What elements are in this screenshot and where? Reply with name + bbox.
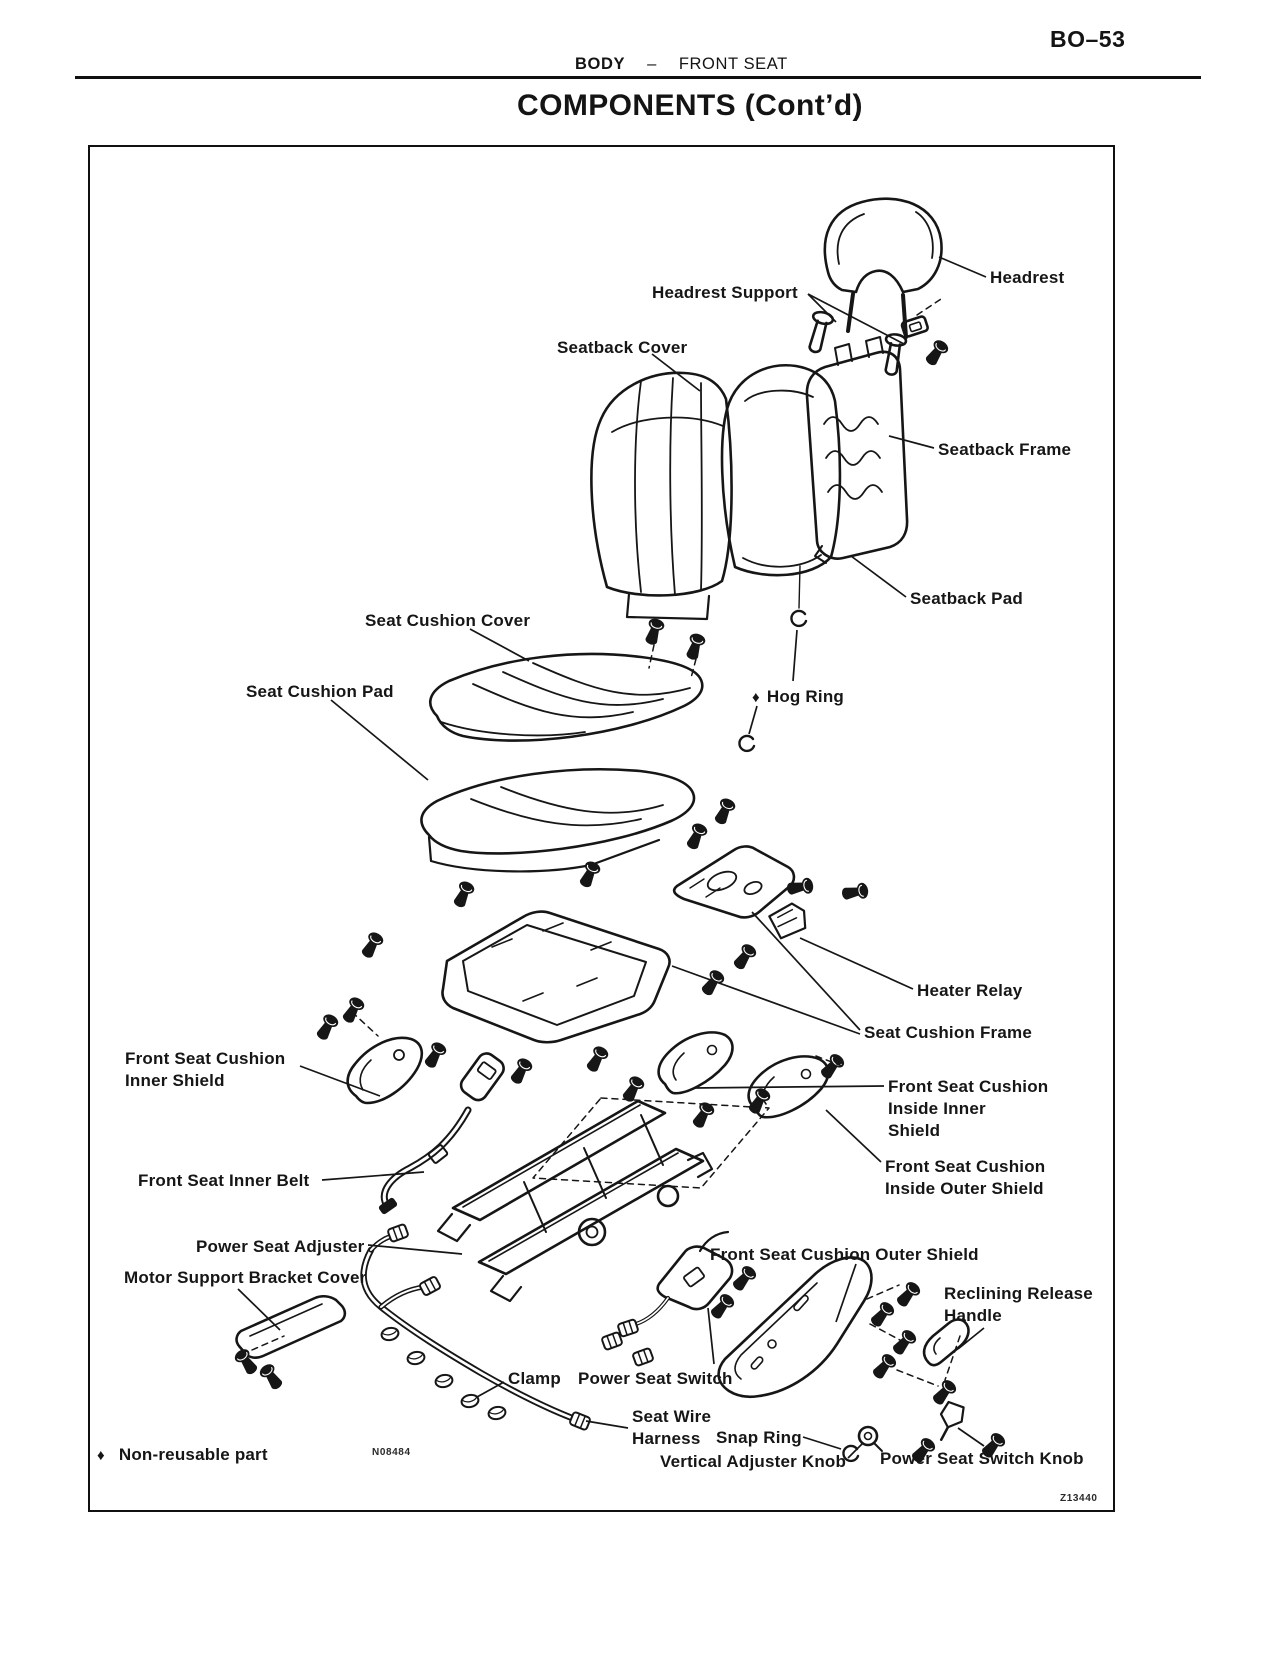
part-label-reclining-release-handle: Reclining Release Handle (944, 1284, 1093, 1325)
part-label-seatback-cover: Seatback Cover (557, 338, 688, 357)
part-label-clamp: Clamp (508, 1369, 561, 1388)
header-section: BODY (575, 55, 626, 73)
header-separator: – (647, 55, 657, 73)
part-label-snap-ring: Snap Ring (716, 1428, 802, 1447)
diamond-icon: ♦ (97, 1447, 105, 1464)
part-label-figure-code: N08484 (372, 1447, 411, 1458)
part-label-front-seat-cushion-inside-outer-shield: Front Seat Cushion Inside Outer Shield (885, 1157, 1046, 1198)
part-label-headrest-support: Headrest Support (652, 283, 798, 302)
part-label-seat-cushion-pad: Seat Cushion Pad (246, 682, 394, 701)
part-label-motor-support-bracket-cover: Motor Support Bracket Cover (124, 1268, 367, 1287)
part-label-headrest: Headrest (990, 268, 1065, 287)
part-label-seatback-pad: Seatback Pad (910, 589, 1023, 608)
part-label-seatback-frame: Seatback Frame (938, 440, 1072, 459)
part-label-vertical-adjuster-knob: Vertical Adjuster Knob (660, 1452, 847, 1471)
part-label-seat-cushion-frame: Seat Cushion Frame (864, 1023, 1032, 1042)
part-label-plate-code: Z13440 (1060, 1493, 1098, 1504)
part-label-hog-ring: ♦ Hog Ring (752, 687, 844, 706)
part-label-front-seat-cushion-inside-inner-shield: Front Seat Cushion Inside Inner Shield (888, 1077, 1049, 1140)
part-label-front-seat-inner-belt: Front Seat Inner Belt (138, 1171, 310, 1190)
page-title: COMPONENTS (Cont’d) (517, 89, 863, 122)
part-label-front-seat-cushion-outer-shield: Front Seat Cushion Outer Shield (710, 1245, 979, 1264)
part-label-seat-cushion-cover: Seat Cushion Cover (365, 611, 531, 630)
part-label-power-seat-adjuster: Power Seat Adjuster (196, 1237, 365, 1256)
header-subsection: FRONT SEAT (678, 55, 788, 73)
part-label-power-seat-switch: Power Seat Switch (578, 1369, 733, 1388)
part-label-seat-wire-harness: Seat Wire Harness (632, 1407, 712, 1448)
page-number: BO–53 (1050, 26, 1126, 52)
part-label-front-seat-cushion-inner-shield: Front Seat Cushion Inner Shield (125, 1049, 286, 1090)
part-label-power-seat-switch-knob: Power Seat Switch Knob (880, 1449, 1084, 1468)
part-label-non-reusable-note: ♦ Non-reusable part (97, 1445, 268, 1464)
diamond-icon: ♦ (752, 689, 760, 706)
part-label-heater-relay: Heater Relay (917, 981, 1023, 1000)
